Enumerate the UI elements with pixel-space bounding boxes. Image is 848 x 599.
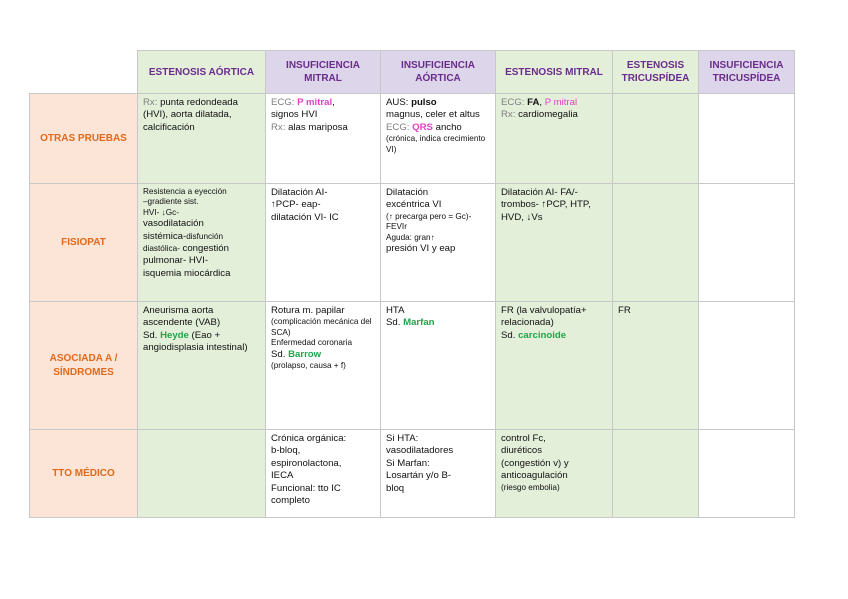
- corner-cell: [30, 51, 138, 94]
- tto-text: IECA: [271, 470, 294, 482]
- pulso-highlight: pulso: [411, 97, 437, 108]
- cell-tto-it: [699, 430, 795, 518]
- header-insuficiencia-tricuspidea: INSUFICIENCIA TRICUSPÍDEA: [699, 51, 795, 94]
- cell-asoc-ea: [138, 302, 266, 430]
- cell-tto-et: [613, 430, 699, 518]
- fisio-text: pulmonar- HVI-: [143, 255, 209, 267]
- fisio-text: Resistencia a eyección: [143, 187, 227, 196]
- header-estenosis-aortica: ESTENOSIS AÓRTICA: [138, 51, 266, 94]
- fisio-text: excéntrica VI: [386, 199, 442, 211]
- cell-otras-ia: [381, 94, 496, 184]
- fisio-text: ↑PCP- eap-: [271, 199, 321, 211]
- pulso-text: magnus, celer et altus: [386, 109, 480, 121]
- comma: ,: [332, 97, 335, 108]
- rx-text: cardiomegalia: [518, 109, 578, 121]
- tto-text: Crónica orgánica:: [271, 433, 347, 444]
- marfan-highlight: Marfan: [403, 317, 435, 329]
- asoc-text: (complicación mecánica del SCA): [271, 317, 372, 337]
- fisio-text: Aguda: gran↑: [386, 232, 435, 242]
- table-row: [30, 430, 795, 518]
- header-insuficiencia-aortica: INSUFICIENCIA AÓRTICA: [381, 51, 496, 94]
- row-label-asociada: ASOCIADA A / SÍNDROMES: [30, 302, 138, 430]
- valvulopathy-table: [29, 50, 795, 518]
- fisio-text: isquemia miocárdica: [143, 267, 231, 279]
- ecg-label: ECG:: [386, 121, 410, 133]
- ancho-text: ancho: [435, 121, 462, 133]
- cell-asoc-ia: [381, 302, 496, 430]
- fisio-text: vasodilatación: [143, 218, 204, 230]
- tto-text: vasodilatadores: [386, 445, 454, 457]
- cell-otras-im: [266, 94, 381, 184]
- sd-label: Sd.: [501, 329, 516, 341]
- qrs-highlight: QRS: [412, 121, 433, 133]
- fisio-text: congestión: [182, 243, 229, 255]
- tto-text: bloq: [386, 482, 405, 494]
- fisio-text: sistémica-: [143, 230, 187, 242]
- signos-text: signos HVI: [271, 109, 318, 121]
- barrow-highlight: Barrow: [288, 348, 322, 360]
- cell-tto-ea: [138, 430, 266, 518]
- sd-label: Sd.: [143, 329, 158, 341]
- asoc-text: HTA: [386, 305, 405, 316]
- p-mitral-highlight: P mitral: [544, 97, 578, 108]
- tto-text: Si HTA:: [386, 433, 419, 444]
- fa-highlight: FA: [527, 97, 540, 108]
- cell-fisio-im: [266, 184, 381, 302]
- cell-otras-ea: [138, 94, 266, 184]
- tto-text: Losartán y/o B-: [386, 470, 452, 482]
- tto-text: Si Marfan:: [386, 457, 430, 469]
- tto-text: (riesgo embolia): [501, 482, 560, 492]
- cell-asoc-em: [496, 302, 613, 430]
- fisio-text: HVI- ↓Gc-: [143, 207, 179, 217]
- cell-asoc-im: [266, 302, 381, 430]
- asoc-text: Rotura m. papilar: [271, 305, 345, 316]
- fisio-text: disfunción: [186, 231, 224, 241]
- cell-asoc-et: [613, 302, 699, 430]
- comma: ,: [539, 97, 543, 108]
- tto-text: diuréticos: [501, 445, 543, 457]
- row-label-tto-medico: TTO MÉDICO: [30, 430, 138, 518]
- header-estenosis-mitral: ESTENOSIS MITRAL: [496, 51, 613, 94]
- tto-text: anticoagulación: [501, 470, 568, 482]
- tto-text: espironolactona,: [271, 457, 342, 469]
- p-mitral-highlight: P mitral: [297, 97, 333, 108]
- ecg-label: ECG:: [501, 97, 525, 108]
- sd-label: Sd.: [271, 348, 286, 360]
- heyde-highlight: Heyde: [160, 329, 189, 341]
- row-label-otras-pruebas: OTRAS PRUEBAS: [30, 94, 138, 184]
- tto-text: control Fc,: [501, 433, 546, 444]
- tto-text: completo: [271, 495, 310, 507]
- fisio-text: Dilatación: [386, 187, 429, 198]
- fisio-text: dilatación VI- IC: [271, 211, 339, 223]
- tto-text: Funcional: tto IC: [271, 482, 341, 494]
- cell-tto-im: [266, 430, 381, 518]
- fisio-text: (↑ precarga pero = Gc)- FEVIr: [386, 211, 472, 232]
- fisio-text: presión VI y eap: [386, 243, 456, 255]
- table-row: [30, 94, 795, 184]
- cell-tto-em: [496, 430, 613, 518]
- cell-otras-it: [699, 94, 795, 184]
- carcinoide-highlight: carcinoide: [518, 329, 567, 341]
- cell-fisio-ea: [138, 184, 266, 302]
- rx-label: Rx:: [501, 109, 516, 121]
- header-row: [30, 51, 795, 94]
- cell-fisio-it: [699, 184, 795, 302]
- header-insuficiencia-mitral: INSUFICIENCIA MITRAL: [266, 51, 381, 94]
- fisio-text: trombos- ↑PCP, HTP,: [501, 199, 591, 211]
- fisio-text: –gradiente sist.: [143, 197, 199, 207]
- rx-label: Rx:: [271, 121, 286, 133]
- rx-label: Rx:: [143, 97, 158, 108]
- asoc-text: FR: [618, 305, 631, 316]
- cell-fisio-ia: [381, 184, 496, 302]
- cell-asoc-it: [699, 302, 795, 430]
- cell-tto-ia: [381, 430, 496, 518]
- fisio-text: HVD, ↓Vs: [501, 211, 543, 223]
- header-estenosis-tricuspidea: ESTENOSIS TRICUSPÍDEA: [613, 51, 699, 94]
- rx-text: alas mariposa: [288, 121, 348, 133]
- asoc-text: (Eao +: [191, 329, 221, 341]
- cell-fisio-em: [496, 184, 613, 302]
- asoc-text: FR (la valvulopatía+ relacionada): [501, 305, 587, 329]
- aus-label: AUS:: [386, 97, 409, 108]
- asoc-text: Aneurisma aorta: [143, 305, 214, 316]
- asoc-text: ascendente (VAB): [143, 317, 221, 329]
- cell-otras-em: [496, 94, 613, 184]
- cronica-note: (crónica, indica crecimiento VI): [386, 134, 486, 154]
- ecg-label: ECG:: [271, 97, 295, 108]
- asoc-text: Enfermedad coronaria: [271, 338, 353, 348]
- sd-label: Sd.: [386, 317, 401, 329]
- cell-otras-et: [613, 94, 699, 184]
- asoc-text: (prolapso, causa + f): [271, 361, 346, 371]
- asoc-text: angiodisplasia intestinal): [143, 342, 248, 354]
- cell-fisio-et: [613, 184, 699, 302]
- fisio-text: Dilatación AI-: [271, 187, 328, 198]
- fisio-text: diastólica-: [143, 244, 180, 254]
- fisio-text: Dilatación AI- FA/-: [501, 187, 578, 198]
- tto-text: (congestión v) y: [501, 457, 569, 469]
- tto-text: b-bloq,: [271, 445, 301, 457]
- table-row: [30, 302, 795, 430]
- table-row: [30, 184, 795, 302]
- row-label-fisiopat: FISIOPAT: [30, 184, 138, 302]
- rx-text: punta redondeada (HVI), aorta dilatada, calcificación: [143, 97, 238, 133]
